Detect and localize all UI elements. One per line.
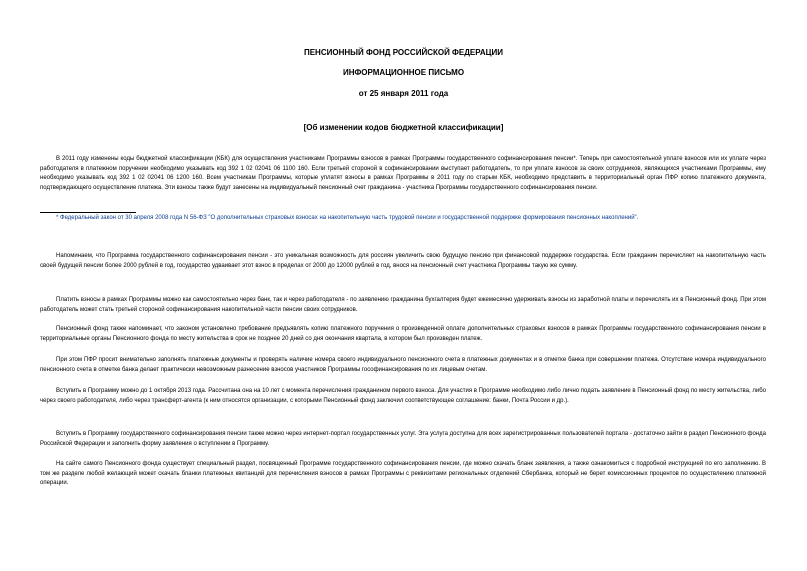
- paragraph-6: Вступить в Программу можно до 1 октября 2013 года. Рассчитана она на 10 лет с момента перечисления гражданином первого взноса. Для участия в Программе необходимо либо лично подать заявление в Пенсионный фонд по месту жительства, либо через своего работодателя, либо через трансферт-агента (к ним относятся организации, с которыми Пенсионный фонд заключил соответствующее соглашение: банки, Почта России и др.).: [40, 388, 766, 404]
- paragraph-3: Платить взносы в рамках Программы можно как самостоятельно через банк, так и через работодателя - по заявлению гражданина бухгалтерия будет ежемесячно удерживать взносы из заработной платы и перечислять их в Пенсионный фонд. При этом работодатель может стать третьей стороной софинансирования накопительной части пенсии своих сотрудников.: [40, 297, 766, 313]
- doc-subject: [Об изменении кодов бюджетной классификации]: [303, 123, 504, 132]
- org-title: ПЕНСИОННЫЙ ФОНД РОССИЙСКОЙ ФЕДЕРАЦИИ: [303, 48, 504, 57]
- paragraph-2: Напоминаем, что Программа государственного софинансирования пенсии - это уникальная возможность для россиян увеличить свою будущую пенсию при финансовой поддержке государства. Если гражданин перечисляет на накопительную часть своей будущей пенсии более 2000 рублей в год, государство удваивает этот взнос в пределах от 2000 до 12000 рублей в год, внося на пенсионный счет участника Программы такую же сумму.: [40, 253, 766, 269]
- doc-type: ИНФОРМАЦИОННОЕ ПИСЬМО: [342, 68, 465, 77]
- paragraph-5: При этом ПФР просит внимательно заполнять платежные документы и проверять наличие номера своего индивидуального пенсионного счета в платежных документах и в отметке банка при совершении платежа. Отсутствие номера индивидуального пенсионного счета в отметке банка делает практически невозможным разнесение взносов участников Программы гософинансирования по их лицевым счетам.: [40, 357, 766, 373]
- paragraph-7: Вступить в Программу государственного софинансирования пенсии также можно через интернет-портал государственных услуг. Эта услуга доступна для всех зарегистрированных пользователей портала - достаточно зайти в раздел Пенсионного фонда Российской Федерации и заполнить форму заявления о вступлении в Программу.: [40, 431, 766, 447]
- paragraph-4: Пенсионный фонд также напоминает, что законом установлено требование предъявлять копию платежного поручения о произведенной оплате дополнительных страховых взносов в рамках Программы государственного софинансирования пенсии в территориальные органы Пенсионного фонда по месту жительства в срок не позднее 20 дней со дня окончания квартала, в котором был произведен платеж.: [40, 326, 766, 342]
- footnote-link[interactable]: * Федеральный закон от 30 апреля 2008 года N 56-ФЗ "О дополнительных страховых взносах на накопительную часть трудовой пенсии и государственной поддержке формирования пенсионных накоплений".: [56, 215, 639, 221]
- footnote-separator: [40, 212, 136, 213]
- doc-date: от 25 января 2011 года: [358, 89, 449, 98]
- paragraph-8: На сайте самого Пенсионного фонда существует специальный раздел, посвященный Программе государственного софинансирования пенсии, где можно скачать бланк заявления, а также ознакомиться с подробной инструкцией по его заполнению. В том же разделе любой желающий может скачать бланки платежных квитанций для перечисления взносов в рамках Программы с реквизитами региональных отделений Сбербанка, который не берет комиссионных процентов по осуществлению платежной операции.: [40, 461, 766, 486]
- paragraph-1: В 2011 году изменены коды бюджетной классификации (КБК) для осуществления участниками Программы взносов в рамках Программы государственного софинансирования пенсии*. Теперь при самостоятельной уплате взносов или их уплате через работодателя в платежном поручении необходимо указывать код 392 1 02 02041 06 1100 160. Если третьей стороной в софинансировании выступает работодатель, то при уплате взносов за своих сотрудников, являющихся участниками Программы, ему необходимо указывать код 392 1 02 02041 06 1200 160. Всем участникам Программы, которые уплатят взносы в рамках Программы в 2011 году по старым КБК, необходимо представить в территориальный орган ПФР копию платежного документа, подтверждающего осуществление платежа. Эти взносы также будут занесены на индивидуальный пенсионный счет гражданина - участника Программы государственного софинансирования пенсии.: [40, 156, 766, 191]
